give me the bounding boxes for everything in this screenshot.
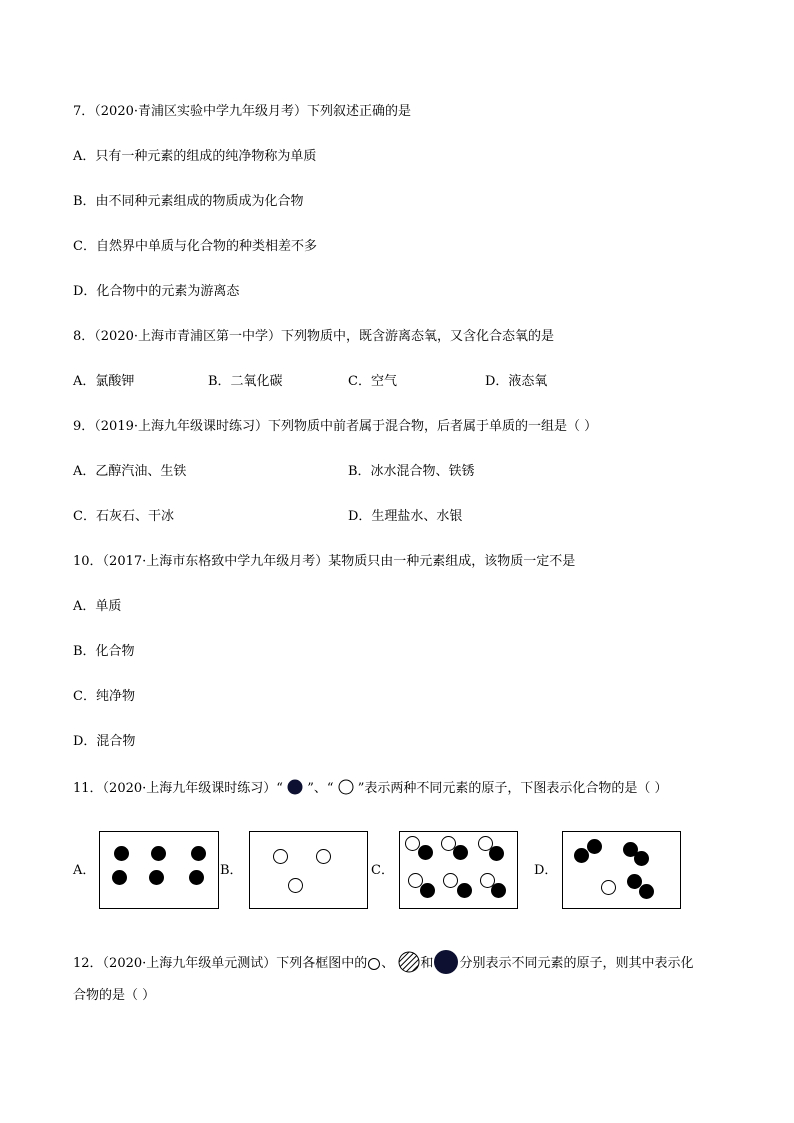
white-atom-icon (338, 779, 354, 795)
q10-option-a[interactable]: A．单质 (73, 599, 122, 614)
black-atom (191, 846, 206, 861)
q7-option-b[interactable]: B．由不同种元素组成的物质成为化合物 (73, 194, 304, 209)
black-atom (453, 845, 468, 860)
q8-option-b[interactable]: B．二氧化碳 (208, 374, 283, 389)
hatched-atom-icon (398, 951, 420, 973)
q10-option-d[interactable]: D．混合物 (73, 734, 136, 749)
q11-option-c-label[interactable]: C． (371, 863, 394, 878)
white-atom (273, 849, 288, 864)
white-atom (316, 849, 331, 864)
q7-option-a[interactable]: A．只有一种元素的组成的纯净物称为单质 (73, 149, 317, 164)
q8-stem: 8．（2020·上海市青浦区第一中学）下列物质中，既含游离态氧，又含化合态氧的是 (73, 329, 554, 344)
q12-sep1: 、 (381, 956, 395, 971)
white-atom (443, 873, 458, 888)
black-atom (420, 883, 435, 898)
q11-option-b-box[interactable] (249, 831, 368, 909)
large-dark-atom-icon (433, 949, 459, 975)
black-atom (457, 883, 472, 898)
q12-sep2: 和 (420, 956, 434, 971)
white-atom (601, 880, 616, 895)
black-atom (639, 884, 654, 899)
q7-option-d[interactable]: D．化合物中的元素为游离态 (73, 284, 240, 299)
black-atom (418, 845, 433, 860)
q11-stem (73, 779, 668, 797)
q7-option-c[interactable]: C．自然界中单质与化合物的种类相差不多 (73, 239, 317, 254)
q9-option-b[interactable]: B．冰水混合物、铁锈 (348, 464, 475, 479)
q12-stem-prefix: 12．（2020·上海九年级单元测试）下列各框图中的 (73, 956, 368, 971)
q11-stem-mid: ”、“ (307, 781, 334, 796)
q12-stem (73, 949, 693, 975)
black-atom (587, 839, 602, 854)
q11-option-d-label[interactable]: D． (534, 863, 558, 878)
white-atom (288, 878, 303, 893)
q11-stem-prefix: 11．（2020·上海九年级课时练习）“ (73, 781, 283, 796)
q9-option-d[interactable]: D．生理盐水、水银 (348, 509, 463, 524)
dark-atom-icon (287, 779, 303, 795)
q10-stem: 10．（2017·上海市东格致中学九年级月考）某物质只由一种元素组成，该物质一定不是 (73, 554, 576, 569)
q10-option-c[interactable]: C．纯净物 (73, 689, 135, 704)
q12-stem-line2: 合物的是（ ） (73, 988, 156, 1003)
q9-stem: 9．（2019·上海九年级课时练习）下列物质中前者属于混合物，后者属于单质的一组是（ ） (73, 419, 598, 434)
q9-option-a[interactable]: A．乙醇汽油、生铁 (73, 464, 187, 479)
black-atom (189, 870, 204, 885)
q8-option-d[interactable]: D．液态氧 (485, 374, 548, 389)
black-atom (574, 848, 589, 863)
black-atom (114, 846, 129, 861)
small-white-atom-icon (367, 956, 381, 970)
q8-option-a[interactable]: A．氯酸钾 (73, 374, 135, 389)
black-atom (151, 846, 166, 861)
q11-option-b-label[interactable]: B． (220, 863, 243, 878)
q11-option-a-box[interactable] (99, 831, 219, 909)
q12-stem-suffix: 分别表示不同元素的原子，则其中表示化 (459, 956, 694, 971)
black-atom (634, 851, 649, 866)
black-atom (489, 846, 504, 861)
black-atom (491, 883, 506, 898)
q11-option-d-box[interactable] (562, 831, 681, 909)
black-atom (112, 870, 127, 885)
q10-option-b[interactable]: B．化合物 (73, 644, 135, 659)
q11-option-a-label[interactable]: A． (73, 863, 96, 878)
q11-option-c-box[interactable] (399, 831, 518, 909)
q11-stem-suffix: ”表示两种不同元素的原子，下图表示化合物的是（ ） (357, 781, 668, 796)
black-atom (149, 870, 164, 885)
q7-stem: 7．（2020·青浦区实验中学九年级月考）下列叙述正确的是 (73, 104, 411, 119)
q8-option-c[interactable]: C．空气 (348, 374, 397, 389)
q9-option-c[interactable]: C．石灰石、干冰 (73, 509, 174, 524)
